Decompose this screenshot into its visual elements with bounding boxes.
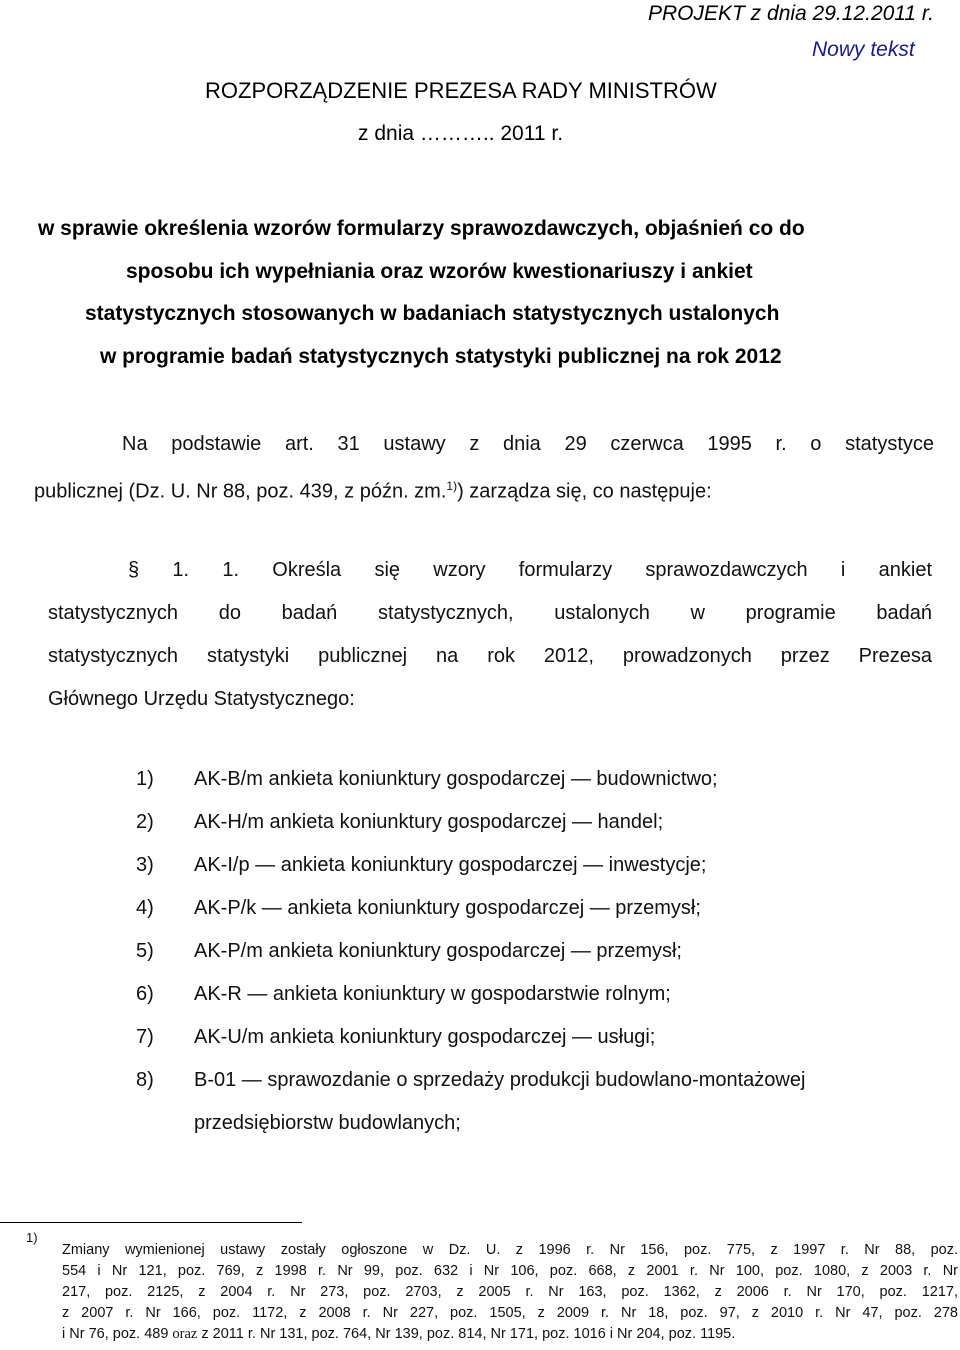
list-item-text: AK-P/k — ankieta koniunktury gospodarczej — przemysł; <box>194 897 701 919</box>
subject-line: w sprawie określenia wzorów formularzy sprawozdawczych, objaśnień co do <box>38 217 805 240</box>
list-item <box>136 983 671 1006</box>
footnote-line: 217, poz. 2125, z 2004 r. Nr 273, poz. 2703, z 2005 r. Nr 163, poz. 1362, z 2006 r. Nr 170, poz. 1217, <box>62 1284 958 1300</box>
list-item <box>136 1069 805 1092</box>
legal-basis-line: Na podstawie art. 31 ustawy z dnia 29 czerwca 1995 r. o statystyce <box>122 433 934 455</box>
list-item-text: AK-I/p — ankieta koniunktury gospodarczej — inwestycje; <box>194 854 707 876</box>
footnote-line: 554 i Nr 121, poz. 769, z 1998 r. Nr 99, poz. 632 i Nr 106, poz. 668, z 2001 r. Nr 100, poz. 1080, z 2003 r. Nr <box>62 1263 958 1279</box>
list-item-continuation: przedsiębiorstw budowlanych; <box>194 1112 461 1134</box>
legal-basis-text: publicznej (Dz. U. Nr 88, poz. 439, z późn. zm. <box>34 480 447 503</box>
document-date: z dnia ……….. 2011 r. <box>358 122 564 145</box>
paragraph-1 <box>48 549 932 721</box>
footnote-text: z 2011 r. Nr 131, poz. 764, Nr 139, poz. 814, Nr 171, poz. 1016 i Nr 204, poz. 1195. <box>197 1326 736 1342</box>
list-item-text: AK-P/m ankieta koniunktury gospodarczej — przemysł; <box>194 940 682 962</box>
new-text-label: Nowy tekst <box>812 38 915 61</box>
footnote-reference[interactable]: 1) <box>446 479 458 493</box>
list-item-number: 1) <box>136 768 154 790</box>
footnote-separator <box>0 1222 302 1223</box>
footnote-text: i Nr 76, poz. 489 <box>62 1326 173 1342</box>
subject-line: sposobu ich wypełniania oraz wzorów kwestionariuszy i ankiet <box>126 259 753 283</box>
list-item-text: AK-U/m ankieta koniunktury gospodarczej — usługi; <box>194 1026 656 1048</box>
list-item-text: AK-R — ankieta koniunktury w gospodarstwie rolnym; <box>194 983 671 1005</box>
footnote <box>62 1240 958 1345</box>
footnote-text: oraz <box>172 1326 198 1342</box>
paragraph-line: statystycznych do badań statystycznych, ustalonych w programie badań <box>48 602 932 624</box>
list-item-number: 7) <box>136 1026 154 1048</box>
list-item <box>136 768 718 791</box>
paragraph-line: § 1. 1. Określa się wzory formularzy sprawozdawczych i ankiet <box>128 559 932 581</box>
list-item <box>136 897 701 920</box>
list-item-number: 4) <box>136 897 154 919</box>
subject-line: w programie badań statystycznych statystyki publicznej na rok 2012 <box>100 344 782 368</box>
list-item <box>136 940 682 963</box>
list-item <box>136 1026 655 1049</box>
footnote-line: z 2007 r. Nr 166, poz. 1172, z 2008 r. Nr 227, poz. 1505, z 2009 r. Nr 18, poz. 97, z 2010 r. Nr 47, poz. 278 <box>62 1305 958 1321</box>
list-item-number: 8) <box>136 1069 154 1091</box>
list-item <box>136 811 663 834</box>
list-item-text: AK-H/m ankieta koniunktury gospodarczej — handel; <box>194 811 664 833</box>
list-item <box>136 854 706 877</box>
paragraph-line: Głównego Urzędu Statystycznego: <box>48 688 355 710</box>
footnote-line <box>62 1324 958 1345</box>
subject-line: statystycznych stosowanych w badaniach statystycznych ustalonych <box>85 302 780 325</box>
footnote-mark: 1) <box>26 1230 38 1245</box>
paragraph-line: statystycznych statystyki publicznej na rok 2012, prowadzonych przez Prezesa <box>48 645 932 667</box>
legal-basis-text: ) zarządza się, co następuje: <box>457 480 712 503</box>
list-item-text: AK-B/m ankieta koniunktury gospodarczej — budownictwo; <box>194 768 718 790</box>
list-item-number: 6) <box>136 983 154 1005</box>
project-date-label: PROJEKT z dnia 29.12.2011 r. <box>648 2 934 25</box>
list-item-number: 3) <box>136 854 154 876</box>
legal-basis <box>34 423 934 513</box>
legal-basis-line <box>34 465 934 513</box>
document-title: ROZPORZĄDZENIE PREZESA RADY MINISTRÓW <box>205 78 717 103</box>
list-item-number: 5) <box>136 940 154 962</box>
list-item-number: 2) <box>136 811 154 833</box>
footnote-line: Zmiany wymienionej ustawy zostały ogłoszone w Dz. U. z 1996 r. Nr 156, poz. 775, z 1997 r. Nr 88, poz. <box>62 1242 958 1258</box>
list-item-text: B-01 — sprawozdanie o sprzedaży produkcji budowlano-montażowej <box>194 1069 806 1091</box>
document-subject <box>38 208 958 378</box>
